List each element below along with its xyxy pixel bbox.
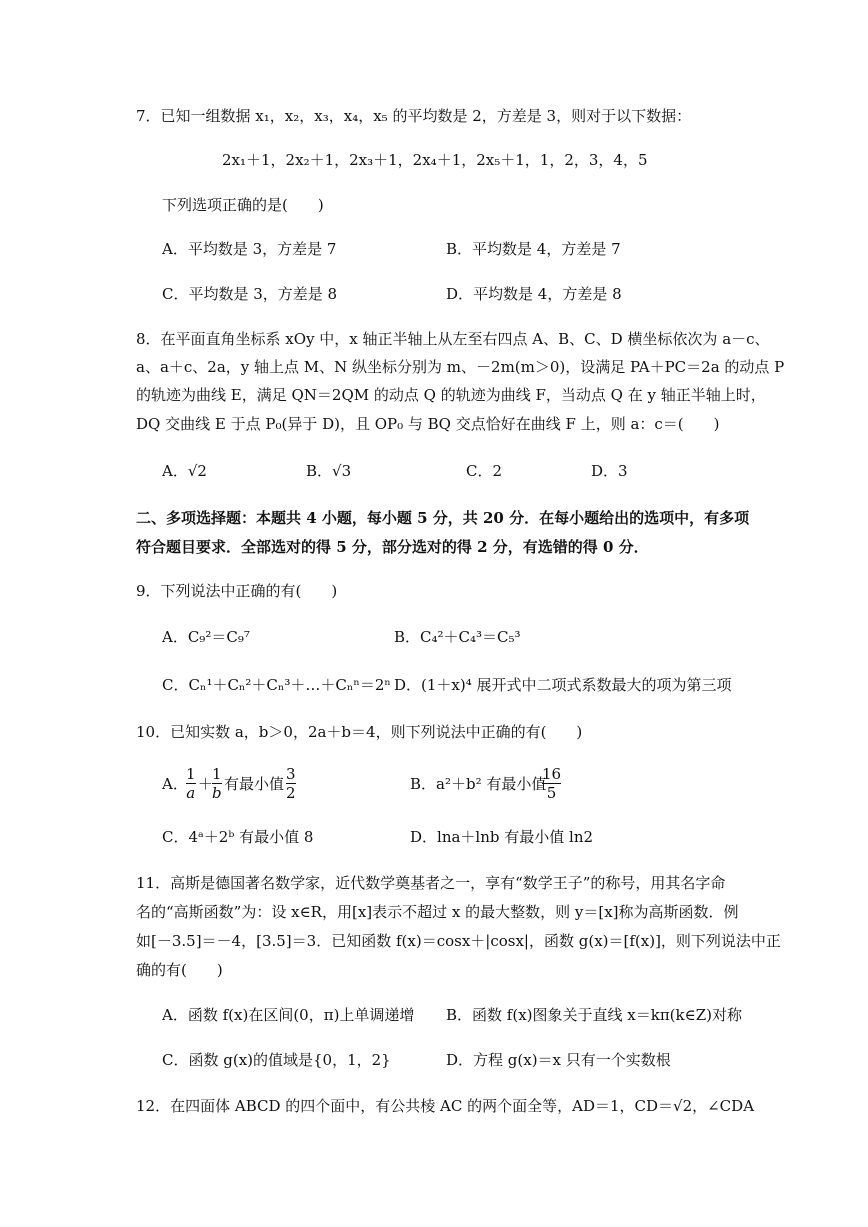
fraction-denominator: b: [212, 784, 222, 802]
q8-line-1: 8．在平面直角坐标系 xOy 中，x 轴正半轴上从左至右四点 A、B、C、D 横坐标依次为 a－c、: [136, 330, 770, 348]
q7-stem: 7．已知一组数据 x₁，x₂，x₃，x₄，x₅ 的平均数是 2，方差是 3，则对于以下数据：: [136, 107, 692, 125]
q9-option-c: C．Cₙ¹＋Cₙ²＋Cₙ³＋…＋Cₙⁿ＝2ⁿ: [162, 676, 391, 694]
fraction-denominator: 2: [286, 784, 296, 802]
q10-option-a: [162, 764, 382, 804]
section2-heading-line-2: 符合题目要求．全部选对的得 5 分，部分选对的得 2 分，有选错的得 0 分．: [136, 538, 649, 556]
q11-line-1: 11．高斯是德国著名数学家，近代数学奠基者之一，享有“数学王子”的称号，用其名字命: [136, 874, 726, 892]
q10-option-a-fraction-3: [286, 766, 296, 801]
fraction-numerator: 16: [542, 765, 562, 783]
q9-option-d: D．(1＋x)⁴ 展开式中二项式系数最大的项为第三项: [394, 676, 732, 694]
q7-option-d: D．平均数是 4，方差是 8: [446, 285, 622, 303]
q12-stem: 12．在四面体 ABCD 的四个面中，有公共棱 AC 的两个面全等，AD＝1，CD＝√2，∠CDA: [136, 1097, 755, 1115]
q8-option-d: D．3: [591, 462, 628, 480]
q11-option-c: C．函数 g(x)的值域是{0，1，2}: [162, 1051, 391, 1069]
q11-line-2: 名的“高斯函数”为：设 x∈R，用[x]表示不超过 x 的最大整数，则 y＝[x]称为高斯函数．例: [136, 903, 739, 921]
q10-option-a-text: 有最小值: [224, 775, 285, 793]
q10-option-b: [410, 764, 630, 804]
q7-data-line: 2x₁＋1，2x₂＋1，2x₃＋1，2x₄＋1，2x₅＋1，1，2，3，4，5: [222, 151, 648, 169]
q10-option-a-fraction-1: [186, 766, 196, 801]
fraction-numerator: 1: [212, 765, 222, 783]
q8-option-a: A．√2: [162, 462, 207, 480]
fraction-numerator: 1: [186, 765, 196, 783]
q11-option-b: B．函数 f(x)图象关于直线 x＝kπ(k∈Z)对称: [446, 1006, 743, 1024]
q11-line-3: 如[－3.5]＝－4，[3.5]＝3．已知函数 f(x)＝cosx＋|cosx|，函数 g(x)＝[f(x)]，则下列说法中正: [136, 932, 781, 950]
q10-option-b-fraction: [542, 766, 561, 801]
q9-option-b: B．C₄²＋C₄³＝C₅³: [394, 628, 521, 646]
q11-option-d: D．方程 g(x)＝x 只有一个实数根: [446, 1051, 671, 1069]
q7-prompt: 下列选项正确的是( ): [162, 196, 324, 214]
q8-line-2: a、a＋c、2a，y 轴上点 M、N 纵坐标分别为 m、－2m(m＞0)，设满足 PA＋PC＝2a 的动点 P: [136, 358, 785, 376]
q8-line-4: DQ 交曲线 E 于点 P₀(异于 D)，且 OP₀ 与 BQ 交点恰好在曲线 F 上，则 a：c＝( ): [136, 415, 720, 433]
q8-option-c: C．2: [466, 462, 503, 480]
q10-option-a-plus: ＋: [198, 775, 214, 793]
q8-line-3: 的轨迹为曲线 E，满足 QN＝2QM 的动点 Q 的轨迹为曲线 F，当动点 Q 在 y 轴正半轴上时，: [136, 386, 766, 404]
q8-option-b: B．√3: [306, 462, 352, 480]
q11-line-4: 确的有( ): [136, 961, 223, 979]
q10-stem: 10．已知实数 a，b＞0，2a＋b＝4，则下列说法中正确的有( ): [136, 723, 583, 741]
q10-option-c: C．4ᵃ＋2ᵇ 有最小值 8: [162, 828, 314, 846]
fraction-denominator: a: [186, 784, 196, 802]
q7-option-b: B．平均数是 4，方差是 7: [446, 240, 621, 258]
q7-option-c: C．平均数是 3，方差是 8: [162, 285, 338, 303]
q9-option-a: A．C₉²＝C₉⁷: [162, 628, 250, 646]
fraction-numerator: 3: [286, 765, 296, 783]
q10-option-a-label: A．: [162, 775, 188, 793]
q9-stem: 9．下列说法中正确的有( ): [136, 582, 338, 600]
fraction-denominator: 5: [546, 784, 557, 802]
q7-option-a: A．平均数是 3，方差是 7: [162, 240, 337, 258]
q10-option-b-label: B．a²＋b² 有最小值: [410, 775, 547, 793]
q10-option-a-fraction-2: [212, 766, 222, 801]
q10-option-d: D．lna＋lnb 有最小值 ln2: [410, 828, 594, 846]
q11-option-a: A．函数 f(x)在区间(0，π)上单调递增: [162, 1006, 415, 1024]
section2-heading-line-1: 二、多项选择题：本题共 4 小题，每小题 5 分，共 20 分．在每小题给出的选项中，有多项: [136, 509, 750, 527]
